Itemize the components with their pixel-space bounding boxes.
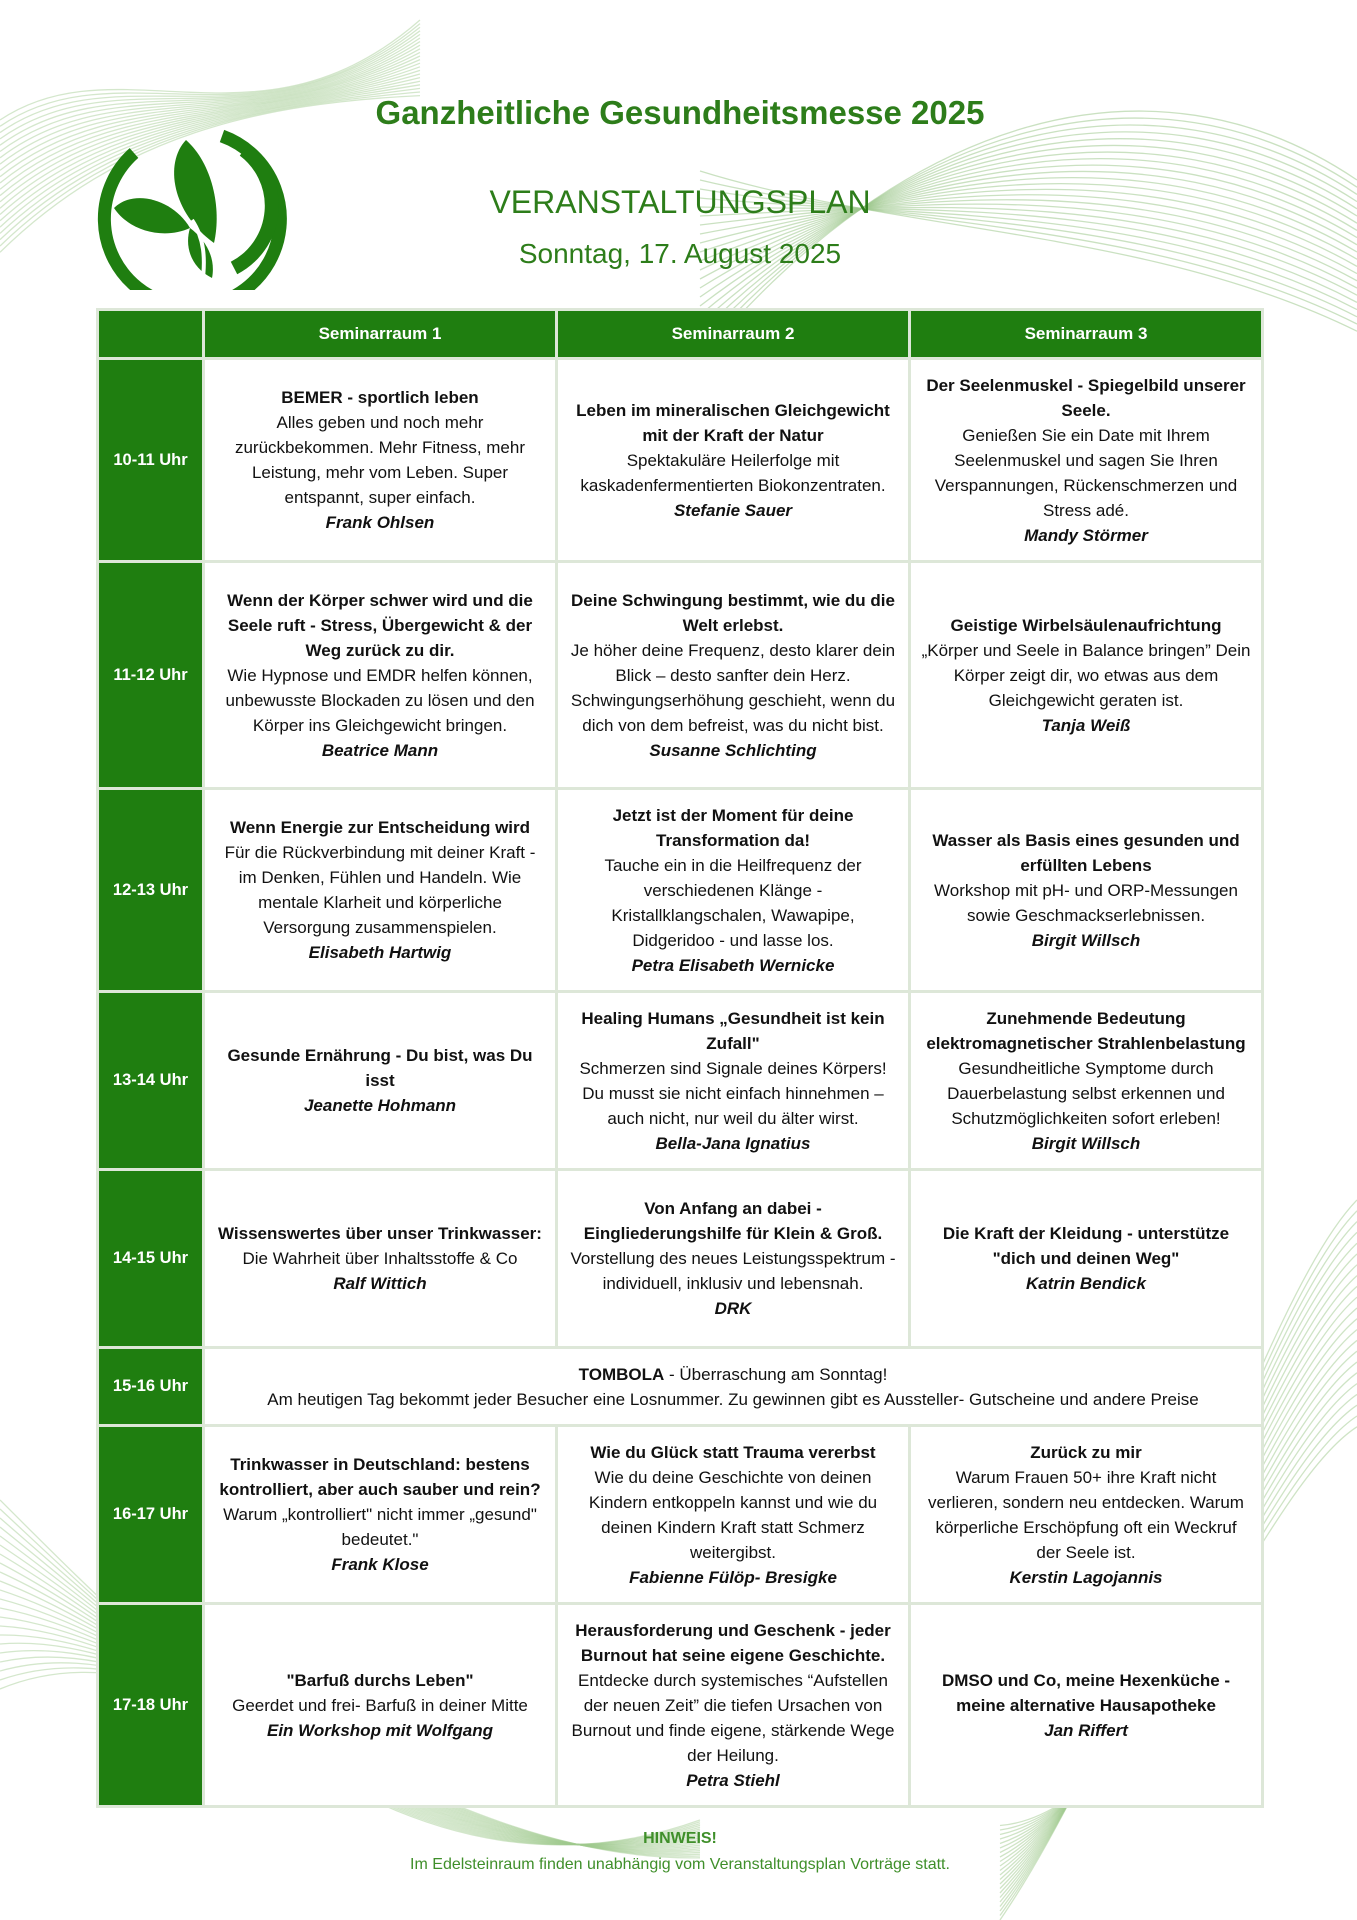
- event-cell-room-2: [557, 359, 910, 562]
- event-cell-room-2: [557, 1426, 910, 1604]
- time-slot: 17-18 Uhr: [98, 1604, 204, 1807]
- event-title: Gesunde Ernährung - Du bist, was Du isst: [227, 1046, 533, 1090]
- event-cell-room-3: [910, 359, 1263, 562]
- event-cell-room-1: [204, 789, 557, 992]
- table-row: [98, 1426, 1263, 1604]
- event-description: Genießen Sie ein Date mit Ihrem Seelenmuskel und sagen Sie Ihren Verspannungen, Rückenschmerzen und Stress adé.: [934, 425, 1238, 520]
- tombola-cell: [204, 1348, 1263, 1426]
- event-title: Wissenswertes über unser Trinkwasser:: [218, 1224, 542, 1243]
- event-speaker: Mandy Störmer: [1024, 525, 1148, 545]
- event-speaker: Frank Ohlsen: [325, 513, 435, 532]
- event-title: Deine Schwingung bestimmt, wie du die Welt erlebst.: [571, 590, 895, 635]
- event-cell-room-1: [204, 562, 557, 789]
- event-title: Wenn Energie zur Entscheidung wird: [229, 818, 531, 837]
- event-description: Schmerzen sind Signale deines Körpers! Du musst sie nicht einfach hinnehmen – auch nicht, nur weil du älter wirst.: [579, 1058, 887, 1128]
- time-slot: 12-13 Uhr: [98, 789, 204, 992]
- event-description: Für die Rückverbindung mit deiner Kraft - im Denken, Fühlen und Handeln. Wie mentale Klarheit und körperliche Versorgung zusammenspielen.: [224, 843, 536, 937]
- event-speaker: Ralf Wittich: [333, 1274, 427, 1293]
- event-cell-room-2: [557, 1604, 910, 1807]
- event-date: Sonntag, 17. August 2025: [518, 238, 842, 269]
- corner-cell: [98, 310, 204, 359]
- event-cell-room-3: [910, 562, 1263, 789]
- event-description: Die Wahrheit über Inhaltsstoffe & Co: [242, 1249, 518, 1268]
- event-cell-room-1: [204, 992, 557, 1170]
- time-slot: 15-16 Uhr: [98, 1348, 204, 1426]
- event-title: Geistige Wirbelsäulenaufrichtung: [950, 615, 1222, 635]
- event-title: Wenn der Körper schwer wird und die Seele ruft - Stress, Übergewicht & der Weg zurück zu dir.: [227, 590, 533, 660]
- event-description: Workshop mit pH- und ORP-Messungen sowie Geschmackserlebnissen.: [934, 880, 1238, 925]
- event-description: Je höher deine Frequenz, desto klarer dein Blick – desto sanfter dein Herz. Schwingungserhöhung geschieht, wenn du dich von dem befreist, was du nicht bist.: [570, 640, 896, 735]
- event-title: Zurück zu mir: [1030, 1442, 1142, 1462]
- event-title: Der Seelenmuskel - Spiegelbild unserer Seele.: [926, 375, 1246, 420]
- event-speaker: Tanja Weiß: [1041, 715, 1131, 735]
- event-cell-room-1: [204, 359, 557, 562]
- event-description: Geerdet und frei- Barfuß in deiner Mitte: [232, 1695, 528, 1715]
- event-speaker: Jeanette Hohmann: [303, 1096, 457, 1115]
- time-slot: 11-12 Uhr: [98, 562, 204, 789]
- time-slot: 13-14 Uhr: [98, 992, 204, 1170]
- event-speaker: Katrin Bendick: [1026, 1274, 1146, 1293]
- page-subtitle: VERANSTALTUNGSPLAN: [489, 184, 871, 220]
- table-row: [98, 992, 1263, 1170]
- event-description: Warum Frauen 50+ ihre Kraft nicht verlieren, sondern neu entdecken. Warum körperliche Erschöpfung oft ein Weckruf der Seele ist.: [928, 1467, 1244, 1562]
- event-cell-room-2: [557, 562, 910, 789]
- event-speaker: Elisabeth Hartwig: [308, 943, 452, 962]
- event-title: BEMER - sportlich leben: [281, 388, 479, 407]
- event-speaker: Stefanie Sauer: [673, 500, 793, 520]
- event-description: Wie du deine Geschichte von deinen Kindern entkoppeln kannst und wie du deinen Kindern Kraft statt Schmerz weitergibst.: [588, 1467, 878, 1562]
- event-cell-room-3: [910, 1426, 1263, 1604]
- table-row: [98, 789, 1263, 992]
- event-description: Spektakuläre Heilerfolge mit kaskadenfermentierten Biokonzentraten.: [580, 450, 886, 495]
- event-description: Gesundheitliche Symptome durch Dauerbelastung selbst erkennen und Schutzmöglichkeiten sofort erleben!: [947, 1058, 1225, 1128]
- event-description: Vorstellung des neues Leistungsspektrum - individuell, inklusiv und lebensnah.: [570, 1249, 896, 1293]
- event-speaker: Beatrice Mann: [321, 740, 439, 760]
- event-description: „Körper und Seele in Balance bringen” Dein Körper zeigt dir, wo etwas aus dem Gleichgewicht geraten ist.: [921, 640, 1251, 710]
- table-row: [98, 562, 1263, 789]
- column-header-room-1: Seminarraum 1: [204, 310, 557, 359]
- event-speaker: Birgit Willsch: [1031, 930, 1141, 950]
- table-row: [98, 1170, 1263, 1348]
- event-speaker: Fabienne Fülöp- Bresigke: [629, 1567, 837, 1587]
- table-row: [98, 359, 1263, 562]
- event-speaker: Ein Workshop mit Wolfgang: [266, 1720, 494, 1740]
- event-description: Warum „kontrolliert" nicht immer „gesund" bedeutet.": [223, 1505, 537, 1549]
- event-title: Leben im mineralischen Gleichgewicht mit der Kraft der Natur: [576, 400, 890, 445]
- event-speaker: Bella-Jana Ignatius: [655, 1133, 811, 1153]
- event-description: Entdecke durch systemisches “Aufstellen der neuen Zeit” die tiefen Ursachen von Burnout und finde eigene, stärkende Wege der Heilung.: [571, 1670, 895, 1765]
- event-speaker: DRK: [714, 1299, 752, 1318]
- event-title: Zunehmende Bedeutung elektromagnetischer Strahlenbelastung: [926, 1008, 1246, 1053]
- event-description: Wie Hypnose und EMDR helfen können, unbewusste Blockaden zu lösen und den Körper ins Gleichgewicht bringen.: [225, 665, 535, 735]
- event-speaker: Petra Elisabeth Wernicke: [631, 955, 835, 975]
- event-title: Wie du Glück statt Trauma vererbst: [590, 1442, 876, 1462]
- event-cell-room-2: [557, 1170, 910, 1348]
- event-title: Trinkwasser in Deutschland: bestens kontrolliert, aber auch sauber und rein?: [219, 1455, 541, 1499]
- event-speaker: Kerstin Lagojannis: [1009, 1567, 1163, 1587]
- event-title: Herausforderung und Geschenk - jeder Burnout hat seine eigene Geschichte.: [575, 1620, 891, 1665]
- event-speaker: Susanne Schlichting: [649, 740, 817, 760]
- notice-title: HINWEIS!: [643, 1830, 717, 1847]
- event-speaker: Birgit Willsch: [1031, 1133, 1141, 1153]
- event-title: Jetzt ist der Moment für deine Transformation da!: [612, 805, 854, 850]
- event-title: DMSO und Co, meine Hexenküche - meine alternative Hausapotheke: [941, 1670, 1231, 1715]
- notice-text: Im Edelsteinraum finden unabhängig vom Veranstaltungsplan Vorträge statt.: [410, 1856, 950, 1873]
- event-speaker: Petra Stiehl: [686, 1770, 780, 1790]
- event-description: Alles geben und noch mehr zurückbekommen. Mehr Fitness, mehr Leistung, mehr vom Leben. Super entspannt, super einfach.: [234, 413, 526, 507]
- tombola-description: Am heutigen Tag bekommt jeder Besucher eine Losnummer. Zu gewinnen gibt es Aussteller- Gutscheine und andere Preise: [267, 1389, 1199, 1409]
- tombola-headline: [215, 1362, 1251, 1387]
- table-row: [98, 1604, 1263, 1807]
- page-title: Ganzheitliche Gesundheitsmesse 2025: [375, 94, 985, 131]
- time-slot: 10-11 Uhr: [98, 359, 204, 562]
- time-slot: 14-15 Uhr: [98, 1170, 204, 1348]
- event-title: Wasser als Basis eines gesunden und erfüllten Lebens: [932, 830, 1240, 875]
- tombola-title: TOMBOLA: [578, 1364, 665, 1384]
- event-cell-room-2: [557, 789, 910, 992]
- event-title: "Barfuß durchs Leben": [286, 1670, 474, 1690]
- event-title: Healing Humans „Gesundheit ist kein Zufall": [581, 1008, 885, 1053]
- event-cell-room-1: [204, 1604, 557, 1807]
- column-header-room-2: Seminarraum 2: [557, 310, 910, 359]
- event-cell-room-1: [204, 1170, 557, 1348]
- time-slot: 16-17 Uhr: [98, 1426, 204, 1604]
- event-title: Die Kraft der Kleidung - unterstütze "dich und deinen Weg": [942, 1224, 1230, 1268]
- event-cell-room-3: [910, 1170, 1263, 1348]
- tombola-subtitle: - Überraschung am Sonntag!: [664, 1364, 888, 1384]
- event-cell-room-2: [557, 992, 910, 1170]
- event-title: Von Anfang an dabei - Eingliederungshilfe für Klein & Groß.: [583, 1199, 883, 1243]
- column-header-room-3: Seminarraum 3: [910, 310, 1263, 359]
- event-cell-room-3: [910, 1604, 1263, 1807]
- header-row: [98, 310, 1263, 359]
- event-cell-room-3: [910, 789, 1263, 992]
- event-speaker: Jan Riffert: [1044, 1720, 1128, 1740]
- event-cell-room-3: [910, 992, 1263, 1170]
- table-row: [98, 1348, 1263, 1426]
- schedule-table: [96, 308, 1264, 1808]
- event-speaker: Frank Klose: [331, 1555, 429, 1574]
- event-description: Tauche ein in die Heilfrequenz der verschiedenen Klänge - Kristallklangschalen, Wawapipe, Didgeridoo - und lasse los.: [604, 855, 862, 950]
- event-cell-room-1: [204, 1426, 557, 1604]
- leaf-logo-icon: [94, 128, 294, 290]
